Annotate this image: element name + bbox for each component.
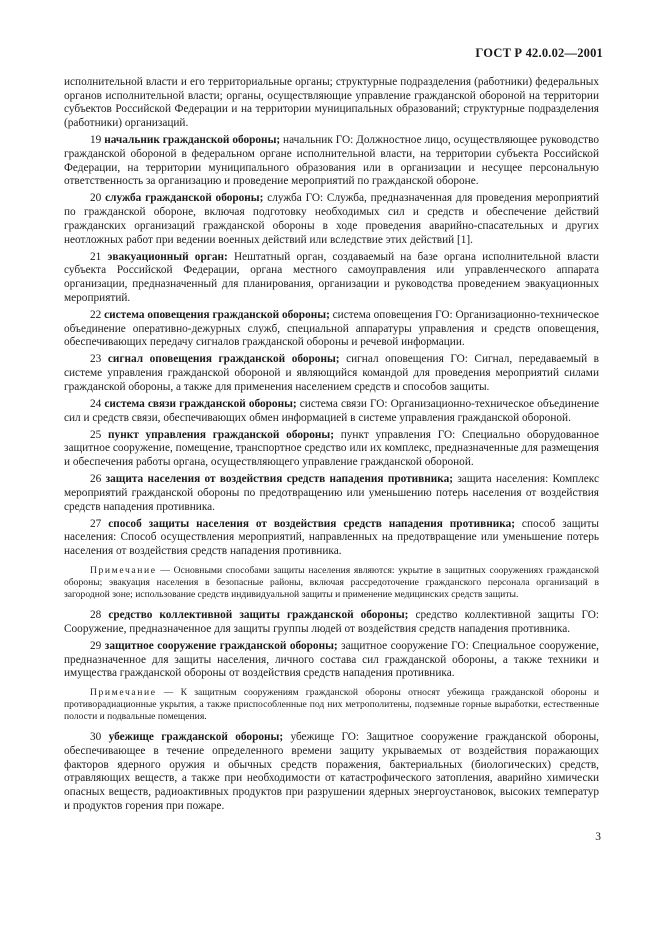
term-name: начальник гражданской обороны; [104, 134, 281, 147]
term-name: пункт управления гражданской обороны; [108, 428, 334, 441]
term-number: 24 [90, 397, 102, 410]
term-number: 29 [90, 639, 102, 652]
term-25 [64, 429, 599, 470]
term-name: защита населения от воздействия средств нападения противника; [105, 473, 454, 486]
term-name: эвакуационный орган: [107, 250, 228, 263]
term-number: 23 [90, 353, 102, 366]
term-definition: пункт управления ГО: Специально оборудованное защитное сооружение, помещение, транспортное средство или их комплекс, предназначенные для размещения и обеспечения работы органа, осуществляющего управление гражданской обороной. [64, 428, 599, 469]
term-20 [64, 192, 599, 247]
term-definition: способ защиты населения: Способ осуществления мероприятий, направленных на предотвращение или уменьшение потерь населения от воздействия средств нападения противника. [64, 517, 600, 558]
term-21 [64, 251, 599, 306]
term-definition: система связи ГО: Организационно-техническое объединение сил и средств связи, обеспечивающих обмен информацией в системе управления гражданской обороной. [64, 397, 599, 424]
note-text: — Основными способами защиты населения являются: укрытие в защитных сооружениях гражданской обороны; эвакуация населения в безопасные районы, включая рассредоточение гражданского персонала организаций в загородной зоне; использование средств индивидуальной защиты и применение медицинских средств защиты. [64, 564, 599, 600]
document-header: ГОСТ Р 42.0.02—2001 [475, 46, 603, 60]
term-definition: начальник ГО: Должностное лицо, осуществляющее руководство гражданской обороной в федеральном органе исполнительной власти, на территории субъекта Российской Федерации, на территории муниципального образования или в организации и несущее персональную ответственность за организацию и проведение мероприятий по гражданской обороне. [64, 134, 599, 188]
term-number: 19 [90, 134, 102, 147]
note-text: — К защитным сооружениям гражданской обороны относят убежища гражданской обороны и противорадиационные укрытия, а также приспособленные под них метрополитены, подземные горные выработки, естественные полости и подвальные помещения. [64, 686, 599, 723]
term-number: 22 [90, 308, 102, 321]
term-number: 26 [90, 473, 102, 486]
term-definition: защита населения: Комплекс мероприятий гражданской обороны по предотвращению или уменьшению потерь населения от воздействия средств нападения противника. [64, 473, 600, 513]
term-number: 21 [90, 250, 102, 263]
term-19 [64, 134, 599, 189]
term-number: 27 [90, 517, 102, 530]
term-29 [64, 640, 599, 681]
term-number: 30 [90, 731, 102, 744]
term-22 [64, 309, 599, 350]
term-name: средство коллективной защиты гражданской обороны; [108, 609, 409, 621]
note-2 [64, 687, 599, 723]
document-body [64, 76, 599, 817]
term-definition: сигнал оповещения ГО: Сигнал, передаваемый в системе управления гражданской обороной и являющийся командой для проведения мероприятий силами гражданской обороны, а также для применения населением средств и способов защиты. [64, 353, 600, 393]
note-label: Примечание [90, 686, 157, 698]
note-label: Примечание [90, 564, 157, 576]
term-24 [64, 398, 599, 425]
term-name: способ защиты населения от воздействия средств нападения противника; [108, 517, 515, 530]
term-definition: защитное сооружение ГО: Специальное сооружение, предназначенное для защиты населения, личного состава сил гражданской обороны, а также техники и имущества гражданской обороны от воздействия средств нападения противника. [64, 639, 600, 680]
term-definition: служба ГО: Служба, предназначенная для проведения мероприятий по гражданской обороне, включая подготовку необходимых сил и средств и обеспечение действий гражданских организаций гражданской обороны в ходе проведения аварийно-спасательных и других неотложных работ при ведении военных действий или вследствие этих действий [1]. [64, 192, 599, 246]
term-name: система оповещения гражданской обороны; [104, 308, 330, 321]
term-name: защитное сооружение гражданской обороны; [104, 639, 338, 652]
term-name: система связи гражданской обороны; [104, 397, 297, 410]
term-definition: средство коллективной защиты ГО: Сооружение, предназначенное для защиты группы людей от воздействия средств нападения противника. [64, 609, 600, 635]
term-definition: система оповещения ГО: Организационно-техническое объединение оперативно-дежурных служб, специальной аппаратуры управления и средств оповещения, обеспечивающих передачу сигналов гражданской обороны и речевой информации. [64, 308, 599, 349]
term-definition: убежище ГО: Защитное сооружение гражданской обороны, обеспечивающее в течение определенного времени защиту укрываемых от воздействия поражающих факторов ядерного оружия и обычных средств поражения, бактериальных (биологических) средств, отравляющих веществ, а также при необходимости от катастрофического затопления, аварийно химически опасных веществ, радиоактивных продуктов при разрушении ядерных энергоустановок, высоких температур и продуктов горения при пожаре. [64, 731, 600, 812]
term-number: 28 [90, 609, 102, 621]
term-27 [64, 518, 599, 559]
term-23 [64, 353, 599, 394]
term-30 [64, 731, 599, 813]
term-number: 25 [90, 428, 102, 441]
term-26 [64, 473, 599, 514]
term-definition: Нештатный орган, создаваемый на базе органа исполнительной власти субъекта Российской Федерации, органа местного самоуправления или управленческого аппарата организации, предназначенный для планирования, организации и руководства проведением эвакуационных мероприятий. [64, 250, 599, 304]
term-name: служба гражданской обороны; [105, 192, 264, 205]
term-number: 20 [90, 192, 102, 205]
page-number: 3 [595, 831, 601, 843]
term-name: сигнал оповещения гражданской обороны; [107, 353, 340, 366]
intro-paragraph: исполнительной власти и его территориальные органы; структурные подразделения (работники) федеральных органов исполнительной власти; органы, осуществляющие управление гражданской обороной на территории субъектов Российской Федерации и на территории муниципальных образований; структурные подразделения (работники) организаций. [64, 76, 599, 130]
term-28 [64, 609, 599, 636]
term-name: убежище гражданской обороны; [108, 731, 284, 744]
note-1 [64, 565, 599, 601]
